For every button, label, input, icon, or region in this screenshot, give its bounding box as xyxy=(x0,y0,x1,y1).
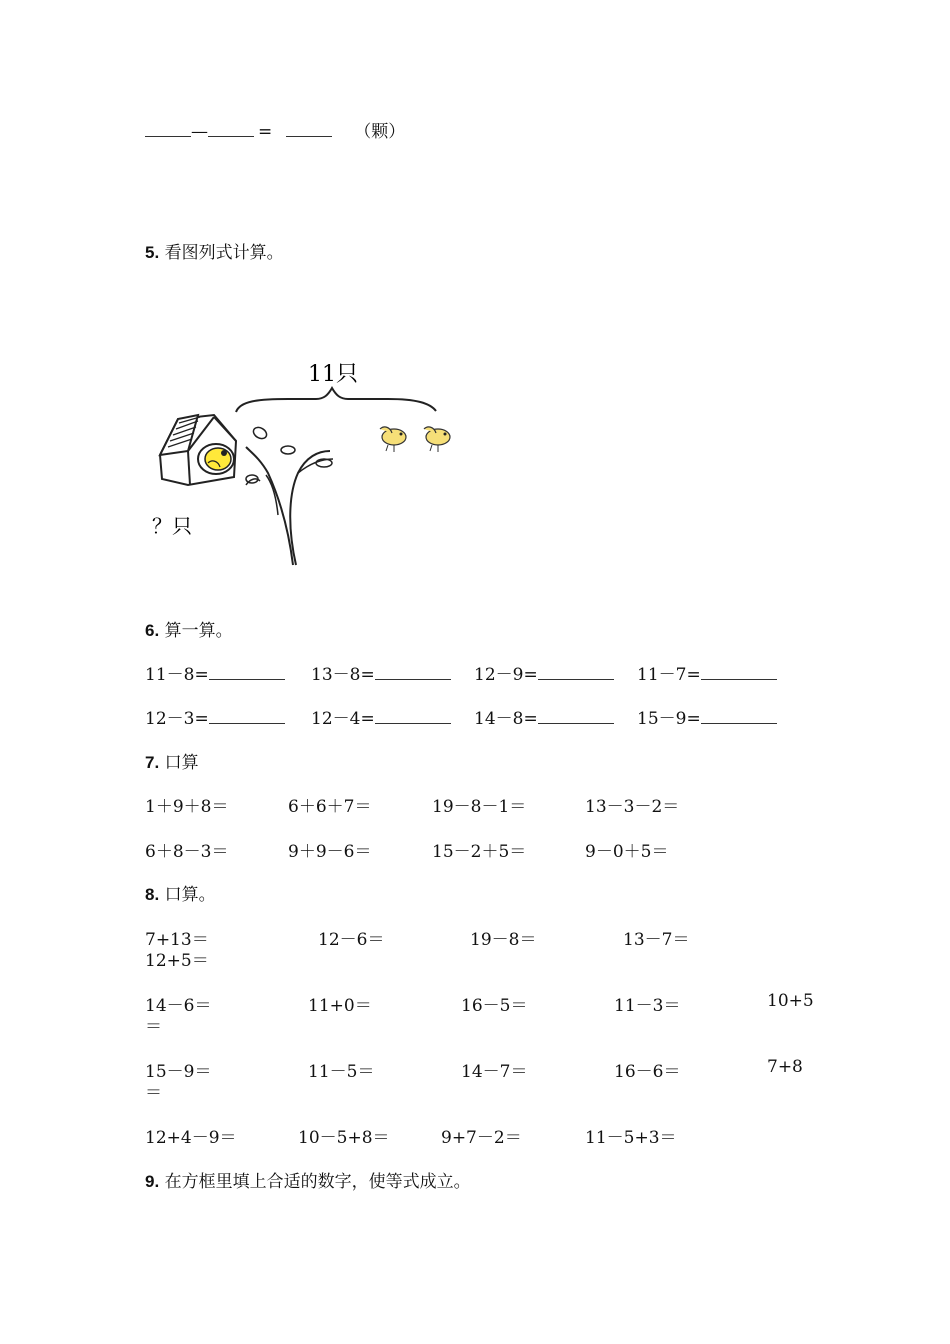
expression: 12－6＝ xyxy=(318,930,385,950)
expression: 19－8＝ xyxy=(470,930,537,950)
answer-blank[interactable] xyxy=(538,665,614,680)
expression: 13－8= xyxy=(311,665,375,685)
expression: 12－3= xyxy=(145,709,209,729)
expression: 14－7＝ xyxy=(461,1062,528,1082)
expression: 16－6＝ xyxy=(614,1062,681,1082)
answer-blank[interactable] xyxy=(209,709,285,724)
q6-row-1 xyxy=(474,660,614,685)
expression: 1＋9＋8＝ xyxy=(145,797,229,817)
question-text: 算一算。 xyxy=(164,621,233,641)
q6-row-1 xyxy=(145,660,285,685)
question-7-heading xyxy=(145,748,199,773)
expression: 12－9= xyxy=(474,665,538,685)
equals-sign: = xyxy=(258,122,273,142)
answer-blank[interactable] xyxy=(375,665,451,680)
expression: 19－8－1＝ xyxy=(432,797,527,817)
answer-blank[interactable] xyxy=(208,122,254,137)
flying-bird-icon xyxy=(380,427,406,452)
expression: 15－2＋5＝ xyxy=(432,842,527,862)
expression: 7+8 xyxy=(767,1057,803,1077)
question-number: 8. xyxy=(145,885,160,904)
expression: 6＋8－3＝ xyxy=(145,842,229,862)
expression: 12－4= xyxy=(311,709,375,729)
answer-blank[interactable] xyxy=(375,709,451,724)
expression: 7+13＝ xyxy=(145,930,209,950)
expression: 12+4－9＝ xyxy=(145,1128,237,1148)
minus-sign: — xyxy=(191,122,208,142)
q6-row-2 xyxy=(311,704,451,729)
question-number: 9. xyxy=(145,1172,160,1191)
answer-blank[interactable] xyxy=(145,122,191,137)
brace-shape xyxy=(236,388,436,412)
expression: 13－3－2＝ xyxy=(585,797,680,817)
question-5-heading xyxy=(145,238,284,263)
expression: 16－5＝ xyxy=(461,996,528,1016)
expression: 11－3＝ xyxy=(614,996,681,1016)
expression: 6＋6＋7＝ xyxy=(288,797,372,817)
expression: 11－5+3＝ xyxy=(585,1128,677,1148)
expression: 15－9= xyxy=(637,709,701,729)
birdhouse-icon xyxy=(160,415,236,485)
expression: 11+0＝ xyxy=(308,996,372,1016)
expression: 9＋9－6＝ xyxy=(288,842,372,862)
q6-row-2 xyxy=(474,704,614,729)
flying-bird-icon xyxy=(424,427,450,452)
q6-row-1 xyxy=(311,660,451,685)
expression: 11－7= xyxy=(637,665,701,685)
question-text: 看图列式计算。 xyxy=(164,243,284,263)
question-8-heading xyxy=(145,880,216,905)
question-9-heading xyxy=(145,1167,471,1192)
answer-blank[interactable] xyxy=(286,122,332,137)
expression: 9+7－2＝ xyxy=(441,1128,522,1148)
expression: 10+5 xyxy=(767,991,814,1011)
expression: ＝ xyxy=(145,1017,162,1037)
expression: 10－5+8＝ xyxy=(298,1128,390,1148)
answer-blank[interactable] xyxy=(701,709,777,724)
question-number: 5. xyxy=(145,243,160,262)
unknown-count-label: ？只 xyxy=(152,514,192,538)
expression: 14－6＝ xyxy=(145,996,212,1016)
bird-in-house-icon xyxy=(205,448,231,470)
expression: 9－0＋5＝ xyxy=(585,842,669,862)
expression: 13－7＝ xyxy=(623,930,690,950)
expression: 15－9＝ xyxy=(145,1062,212,1082)
q6-row-2 xyxy=(637,704,777,729)
answer-blank[interactable] xyxy=(538,709,614,724)
question-text: 口算 xyxy=(164,753,199,773)
unit-label: （颗） xyxy=(354,122,406,142)
question-6-heading xyxy=(145,616,233,641)
question-text: 口算。 xyxy=(164,885,216,905)
expression: 11－8= xyxy=(145,665,209,685)
expression: 11－5＝ xyxy=(308,1062,375,1082)
top-count-label: 11只 xyxy=(308,362,358,387)
question-number: 6. xyxy=(145,621,160,640)
q6-row-1 xyxy=(637,660,777,685)
top-equation xyxy=(145,117,405,142)
answer-blank[interactable] xyxy=(209,665,285,680)
answer-blank[interactable] xyxy=(701,665,777,680)
q6-row-2 xyxy=(145,704,285,729)
question-text: 在方框里填上合适的数字，使等式成立。 xyxy=(164,1172,471,1192)
birds-figure xyxy=(148,355,468,570)
expression: 14－8= xyxy=(474,709,538,729)
expression: 12+5＝ xyxy=(145,951,209,971)
question-number: 7. xyxy=(145,753,160,772)
expression: ＝ xyxy=(145,1083,162,1103)
